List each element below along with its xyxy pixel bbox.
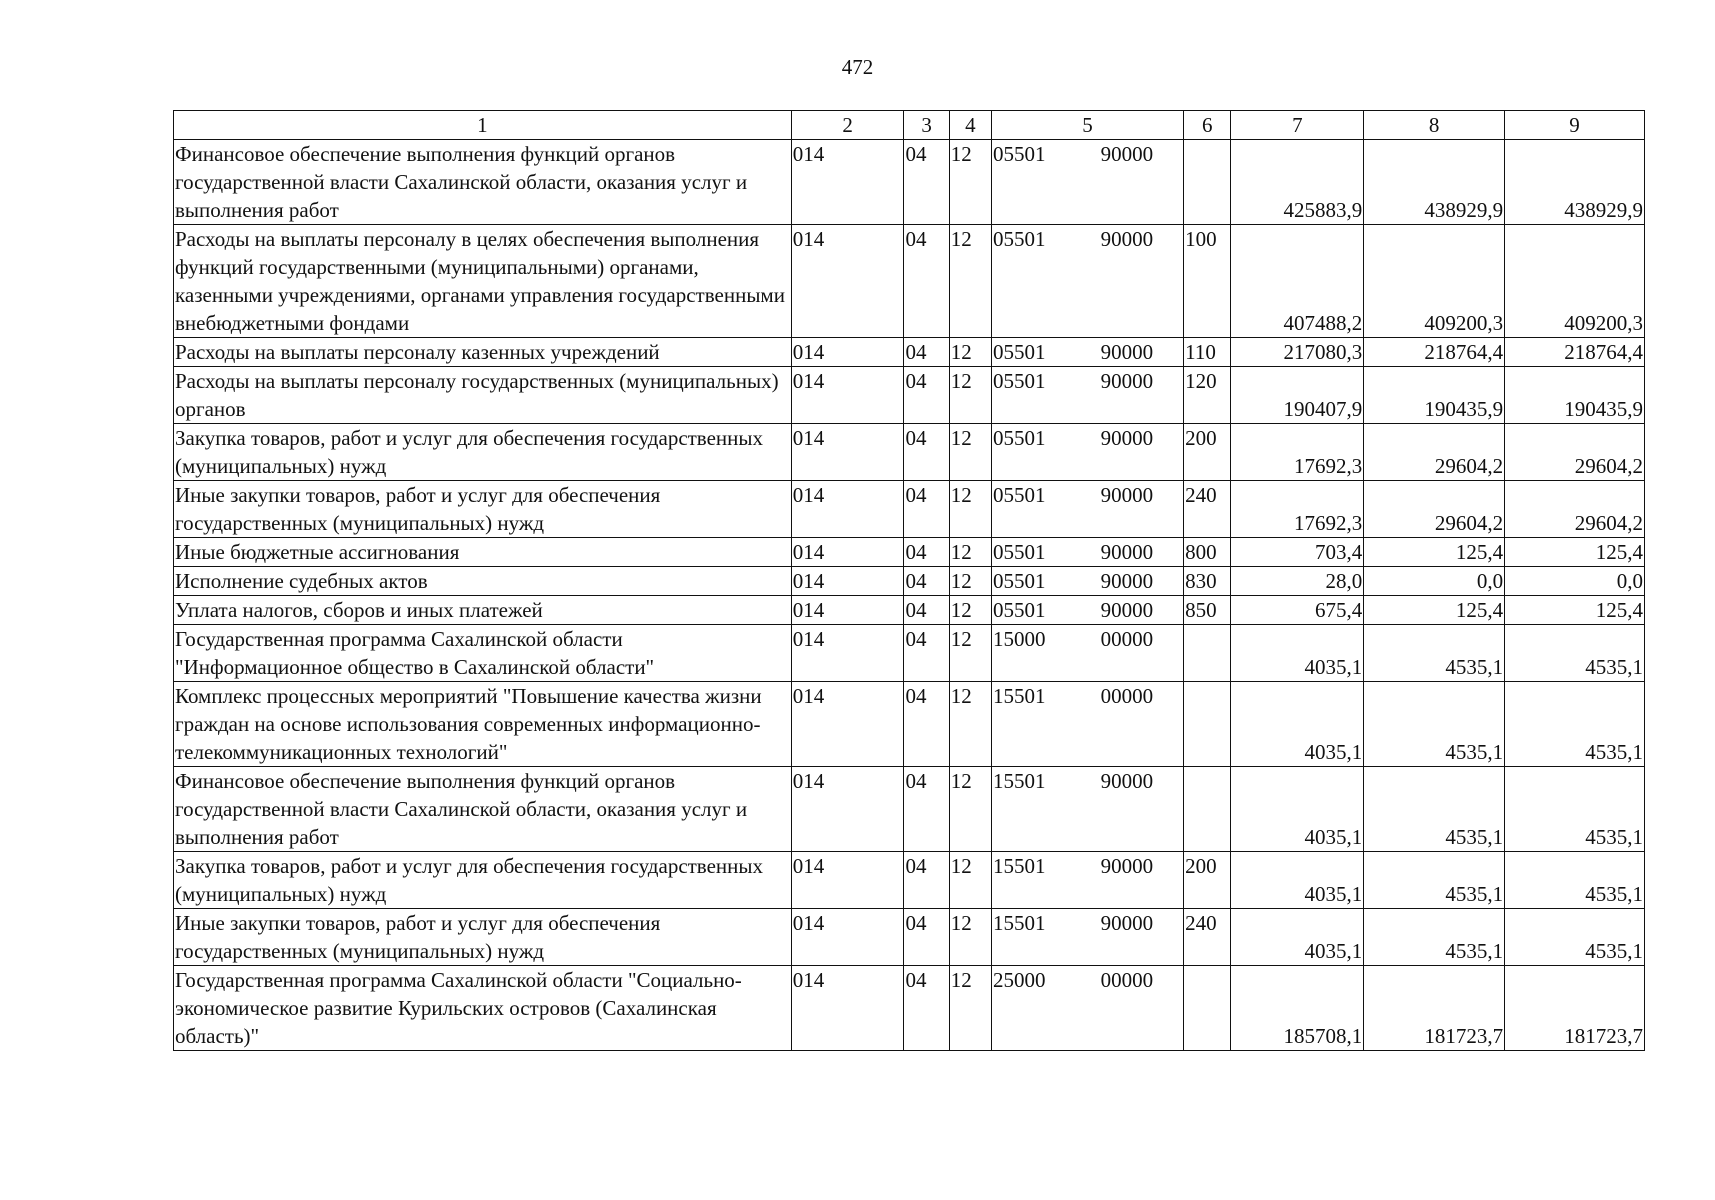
section-code: 04 [904, 225, 949, 338]
expense-type-code: 830 [1184, 567, 1231, 596]
direction-code: 90000 [1100, 369, 1154, 393]
direction-code: 90000 [1100, 142, 1154, 166]
amount-col8: 181723,7 [1364, 966, 1505, 1051]
ministry-code: 014 [791, 481, 904, 538]
target-article-code [991, 767, 1183, 852]
expense-name: Государственная программа Сахалинской области "Социально-экономическое развитие Курильских островов (Сахалинская область)" [174, 966, 792, 1051]
amount-col7: 675,4 [1231, 596, 1364, 625]
amount-col8: 409200,3 [1364, 225, 1505, 338]
table-row [174, 682, 1645, 767]
column-header: 6 [1184, 111, 1231, 140]
amount-col9: 4535,1 [1505, 625, 1645, 682]
amount-col7: 190407,9 [1231, 367, 1364, 424]
direction-code: 90000 [1100, 340, 1154, 364]
expense-type-code [1184, 682, 1231, 767]
ministry-code: 014 [791, 852, 904, 909]
column-header: 8 [1364, 111, 1505, 140]
amount-col9: 4535,1 [1505, 909, 1645, 966]
expense-name: Уплата налогов, сборов и иных платежей [174, 596, 792, 625]
section-code: 04 [904, 140, 949, 225]
expense-name: Иные закупки товаров, работ и услуг для обеспечения государственных (муниципальных) нужд [174, 481, 792, 538]
target-article-code [991, 682, 1183, 767]
expense-name: Финансовое обеспечение выполнения функций органов государственной власти Сахалинской области, оказания услуг и выполнения работ [174, 767, 792, 852]
direction-code: 00000 [1100, 968, 1154, 992]
expense-name: Финансовое обеспечение выполнения функций органов государственной власти Сахалинской области, оказания услуг и выполнения работ [174, 140, 792, 225]
expense-type-code: 200 [1184, 852, 1231, 909]
target-article-code [991, 966, 1183, 1051]
target-article-code [991, 567, 1183, 596]
table-row [174, 338, 1645, 367]
subsection-code: 12 [949, 966, 991, 1051]
amount-col7: 407488,2 [1231, 225, 1364, 338]
amount-col8: 4535,1 [1364, 767, 1505, 852]
amount-col8: 4535,1 [1364, 625, 1505, 682]
table-row [174, 538, 1645, 567]
amount-col8: 125,4 [1364, 538, 1505, 567]
amount-col9: 4535,1 [1505, 852, 1645, 909]
amount-col7: 28,0 [1231, 567, 1364, 596]
expense-type-code: 850 [1184, 596, 1231, 625]
expense-name: Иные закупки товаров, работ и услуг для обеспечения государственных (муниципальных) нужд [174, 909, 792, 966]
column-header: 1 [174, 111, 792, 140]
amount-col7: 425883,9 [1231, 140, 1364, 225]
ministry-code: 014 [791, 140, 904, 225]
program-code: 15501 [992, 854, 1046, 878]
ministry-code: 014 [791, 367, 904, 424]
target-article-code [991, 625, 1183, 682]
subsection-code: 12 [949, 367, 991, 424]
section-code: 04 [904, 538, 949, 567]
amount-col9: 4535,1 [1505, 682, 1645, 767]
program-code: 15501 [992, 911, 1046, 935]
amount-col7: 4035,1 [1231, 909, 1364, 966]
ministry-code: 014 [791, 909, 904, 966]
expense-name: Расходы на выплаты персоналу государственных (муниципальных) органов [174, 367, 792, 424]
expense-name: Расходы на выплаты персоналу казенных учреждений [174, 338, 792, 367]
amount-col7: 17692,3 [1231, 424, 1364, 481]
target-article-code [991, 852, 1183, 909]
ministry-code: 014 [791, 767, 904, 852]
section-code: 04 [904, 596, 949, 625]
program-code: 15000 [992, 627, 1046, 651]
expense-name: Расходы на выплаты персоналу в целях обеспечения выполнения функций государственными (муниципальными) органами, казенными учреждениями, органами управления государственными внебюджетными фондами [174, 225, 792, 338]
section-code: 04 [904, 909, 949, 966]
table-row [174, 852, 1645, 909]
amount-col8: 4535,1 [1364, 852, 1505, 909]
direction-code: 90000 [1100, 769, 1154, 793]
program-code: 15501 [992, 684, 1046, 708]
section-code: 04 [904, 424, 949, 481]
ministry-code: 014 [791, 966, 904, 1051]
table-header-row [174, 111, 1645, 140]
amount-col8: 29604,2 [1364, 481, 1505, 538]
expense-name: Закупка товаров, работ и услуг для обеспечения государственных (муниципальных) нужд [174, 852, 792, 909]
expense-name: Государственная программа Сахалинской области "Информационное общество в Сахалинской области" [174, 625, 792, 682]
amount-col9: 181723,7 [1505, 966, 1645, 1051]
subsection-code: 12 [949, 424, 991, 481]
program-code: 25000 [992, 968, 1046, 992]
table-row [174, 567, 1645, 596]
program-code: 05501 [992, 426, 1046, 450]
target-article-code [991, 538, 1183, 567]
direction-code: 90000 [1100, 483, 1154, 507]
amount-col7: 4035,1 [1231, 682, 1364, 767]
ministry-code: 014 [791, 567, 904, 596]
table-row [174, 424, 1645, 481]
ministry-code: 014 [791, 538, 904, 567]
amount-col9: 438929,9 [1505, 140, 1645, 225]
direction-code: 90000 [1100, 227, 1154, 251]
amount-col7: 4035,1 [1231, 852, 1364, 909]
amount-col8: 125,4 [1364, 596, 1505, 625]
section-code: 04 [904, 338, 949, 367]
column-header: 3 [904, 111, 949, 140]
ministry-code: 014 [791, 225, 904, 338]
table-row [174, 140, 1645, 225]
expense-type-code [1184, 625, 1231, 682]
subsection-code: 12 [949, 767, 991, 852]
program-code: 05501 [992, 540, 1046, 564]
ministry-code: 014 [791, 596, 904, 625]
expense-type-code: 120 [1184, 367, 1231, 424]
amount-col8: 29604,2 [1364, 424, 1505, 481]
target-article-code [991, 140, 1183, 225]
target-article-code [991, 338, 1183, 367]
table-row [174, 225, 1645, 338]
target-article-code [991, 481, 1183, 538]
amount-col9: 29604,2 [1505, 481, 1645, 538]
subsection-code: 12 [949, 538, 991, 567]
subsection-code: 12 [949, 852, 991, 909]
ministry-code: 014 [791, 424, 904, 481]
target-article-code [991, 367, 1183, 424]
subsection-code: 12 [949, 140, 991, 225]
expense-type-code: 240 [1184, 909, 1231, 966]
subsection-code: 12 [949, 225, 991, 338]
ministry-code: 014 [791, 338, 904, 367]
direction-code: 90000 [1100, 598, 1154, 622]
program-code: 05501 [992, 142, 1046, 166]
expense-type-code: 800 [1184, 538, 1231, 567]
table-row [174, 367, 1645, 424]
target-article-code [991, 909, 1183, 966]
target-article-code [991, 596, 1183, 625]
table-row [174, 966, 1645, 1051]
amount-col9: 29604,2 [1505, 424, 1645, 481]
expense-type-code [1184, 767, 1231, 852]
program-code: 05501 [992, 340, 1046, 364]
section-code: 04 [904, 481, 949, 538]
subsection-code: 12 [949, 596, 991, 625]
table-row [174, 909, 1645, 966]
amount-col9: 409200,3 [1505, 225, 1645, 338]
amount-col7: 4035,1 [1231, 767, 1364, 852]
expense-name: Исполнение судебных актов [174, 567, 792, 596]
program-code: 05501 [992, 369, 1046, 393]
ministry-code: 014 [791, 625, 904, 682]
amount-col9: 125,4 [1505, 538, 1645, 567]
section-code: 04 [904, 625, 949, 682]
direction-code: 90000 [1100, 426, 1154, 450]
amount-col7: 703,4 [1231, 538, 1364, 567]
column-header: 2 [791, 111, 904, 140]
program-code: 05501 [992, 483, 1046, 507]
expense-type-code: 200 [1184, 424, 1231, 481]
subsection-code: 12 [949, 682, 991, 767]
direction-code: 90000 [1100, 911, 1154, 935]
table-row [174, 767, 1645, 852]
direction-code: 90000 [1100, 854, 1154, 878]
direction-code: 90000 [1100, 569, 1154, 593]
program-code: 05501 [992, 569, 1046, 593]
table-row [174, 596, 1645, 625]
program-code: 05501 [992, 227, 1046, 251]
amount-col8: 0,0 [1364, 567, 1505, 596]
page-number: 472 [841, 55, 874, 79]
program-code: 05501 [992, 598, 1046, 622]
expense-name: Комплекс процессных мероприятий "Повышение качества жизни граждан на основе использования современных информационно-телекоммуникационных технологий" [174, 682, 792, 767]
amount-col7: 185708,1 [1231, 966, 1364, 1051]
table-row [174, 481, 1645, 538]
section-code: 04 [904, 367, 949, 424]
expense-name: Закупка товаров, работ и услуг для обеспечения государственных (муниципальных) нужд [174, 424, 792, 481]
amount-col9: 218764,4 [1505, 338, 1645, 367]
direction-code: 90000 [1100, 540, 1154, 564]
budget-table [173, 110, 1645, 1051]
amount-col8: 190435,9 [1364, 367, 1505, 424]
subsection-code: 12 [949, 909, 991, 966]
program-code: 15501 [992, 769, 1046, 793]
table-row [174, 625, 1645, 682]
amount-col8: 218764,4 [1364, 338, 1505, 367]
amount-col9: 125,4 [1505, 596, 1645, 625]
column-header: 4 [949, 111, 991, 140]
target-article-code [991, 424, 1183, 481]
subsection-code: 12 [949, 481, 991, 538]
subsection-code: 12 [949, 625, 991, 682]
column-header: 9 [1505, 111, 1645, 140]
amount-col8: 4535,1 [1364, 682, 1505, 767]
section-code: 04 [904, 682, 949, 767]
column-header: 5 [991, 111, 1183, 140]
ministry-code: 014 [791, 682, 904, 767]
expense-name: Иные бюджетные ассигнования [174, 538, 792, 567]
subsection-code: 12 [949, 338, 991, 367]
table-body [174, 140, 1645, 1051]
amount-col7: 4035,1 [1231, 625, 1364, 682]
target-article-code [991, 225, 1183, 338]
amount-col9: 4535,1 [1505, 767, 1645, 852]
amount-col8: 438929,9 [1364, 140, 1505, 225]
amount-col9: 190435,9 [1505, 367, 1645, 424]
expense-type-code [1184, 966, 1231, 1051]
direction-code: 00000 [1100, 627, 1154, 651]
expense-type-code: 110 [1184, 338, 1231, 367]
expense-type-code [1184, 140, 1231, 225]
section-code: 04 [904, 852, 949, 909]
amount-col7: 17692,3 [1231, 481, 1364, 538]
amount-col7: 217080,3 [1231, 338, 1364, 367]
section-code: 04 [904, 567, 949, 596]
expense-type-code: 240 [1184, 481, 1231, 538]
amount-col9: 0,0 [1505, 567, 1645, 596]
expense-type-code: 100 [1184, 225, 1231, 338]
subsection-code: 12 [949, 567, 991, 596]
section-code: 04 [904, 767, 949, 852]
amount-col8: 4535,1 [1364, 909, 1505, 966]
section-code: 04 [904, 966, 949, 1051]
column-header: 7 [1231, 111, 1364, 140]
direction-code: 00000 [1100, 684, 1154, 708]
